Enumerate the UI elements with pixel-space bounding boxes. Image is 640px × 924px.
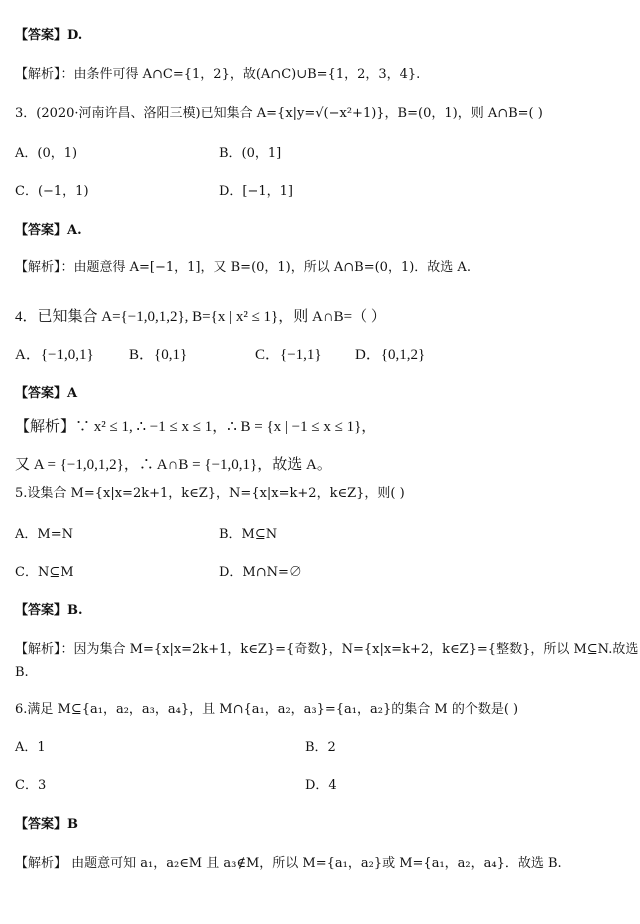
question-4: 4．已知集合 A={−1,0,1,2}, B={x | x² ≤ 1}，则 A∩B=（ ）: [15, 309, 386, 325]
explanation-line: 【解析】：由条件可得 A∩C={1，2}，故(A∩C)∪B={1，2，3，4}.: [15, 67, 421, 82]
q6-option-b: B．2: [305, 740, 336, 755]
q6-option-d: D．4: [305, 778, 337, 793]
q4-option-a: A．{−1,0,1}: [15, 347, 94, 363]
q4-answer: 【答案】A: [15, 386, 78, 401]
q5-explanation-2: B.: [15, 665, 29, 680]
q6-explanation: 【解析】 由题意可知 a₁，a₂∈M 且 a₃∉M，所以 M={a₁，a₂}或 M={a₁，a₂，a₄}．故选 B.: [15, 856, 562, 871]
question-3: 3．(2020·河南许昌、洛阳三模)已知集合 A={x|y=√(−x²+1)}，B=(0，1)，则 A∩B=( ): [15, 106, 543, 121]
q5-option-d: D．M∩N=∅: [219, 565, 302, 580]
q6-option-a: A．1: [15, 740, 46, 755]
q5-option-a: A．M=N: [15, 527, 73, 542]
q6-answer: 【答案】B: [15, 817, 78, 832]
q4-explanation-1: 【解析】∵ x² ≤ 1, ∴ −1 ≤ x ≤ 1，∴ B = {x | −1 ≤ x ≤ 1}，: [15, 419, 377, 435]
q3-answer: 【答案】A.: [15, 223, 82, 238]
q5-answer: 【答案】B.: [15, 603, 83, 618]
q4-option-d: D．{0,1,2}: [355, 347, 426, 363]
q5-option-b: B．M⊆N: [219, 527, 278, 542]
q4-explanation-2: 又 A = {−1,0,1,2}，∴ A∩B = {−1,0,1}，故选 A。: [15, 457, 332, 473]
q3-explanation: 【解析】：由题意得 A=[−1，1]，又 B=(0，1)，所以 A∩B=(0，1)．故选 A.: [15, 260, 471, 275]
q6-option-c: C．3: [15, 778, 47, 793]
question-5: 5.设集合 M={x|x=2k+1，k∈Z}，N={x|x=k+2，k∈Z}，则( ): [15, 486, 405, 501]
q3-option-d: D．[−1，1]: [219, 184, 294, 199]
q4-option-c: C．{−1,1}: [255, 347, 322, 363]
question-6: 6.满足 M⊆{a₁，a₂，a₃，a₄}，且 M∩{a₁，a₂，a₃}={a₁，a₂}的集合 M 的个数是( ): [15, 702, 519, 717]
q4-option-b: B．{0,1}: [129, 347, 188, 363]
q3-option-b: B．(0，1]: [219, 146, 282, 161]
q5-option-c: C．N⊆M: [15, 565, 74, 580]
answer-line: 【答案】D.: [15, 28, 83, 43]
q5-explanation-1: 【解析】：因为集合 M={x|x=2k+1，k∈Z}={奇数}，N={x|x=k+2，k∈Z}={整数}，所以 M⊆N.故选: [15, 642, 639, 657]
q3-option-a: A．(0，1): [15, 146, 78, 161]
q3-option-c: C．(−1，1): [15, 184, 89, 199]
